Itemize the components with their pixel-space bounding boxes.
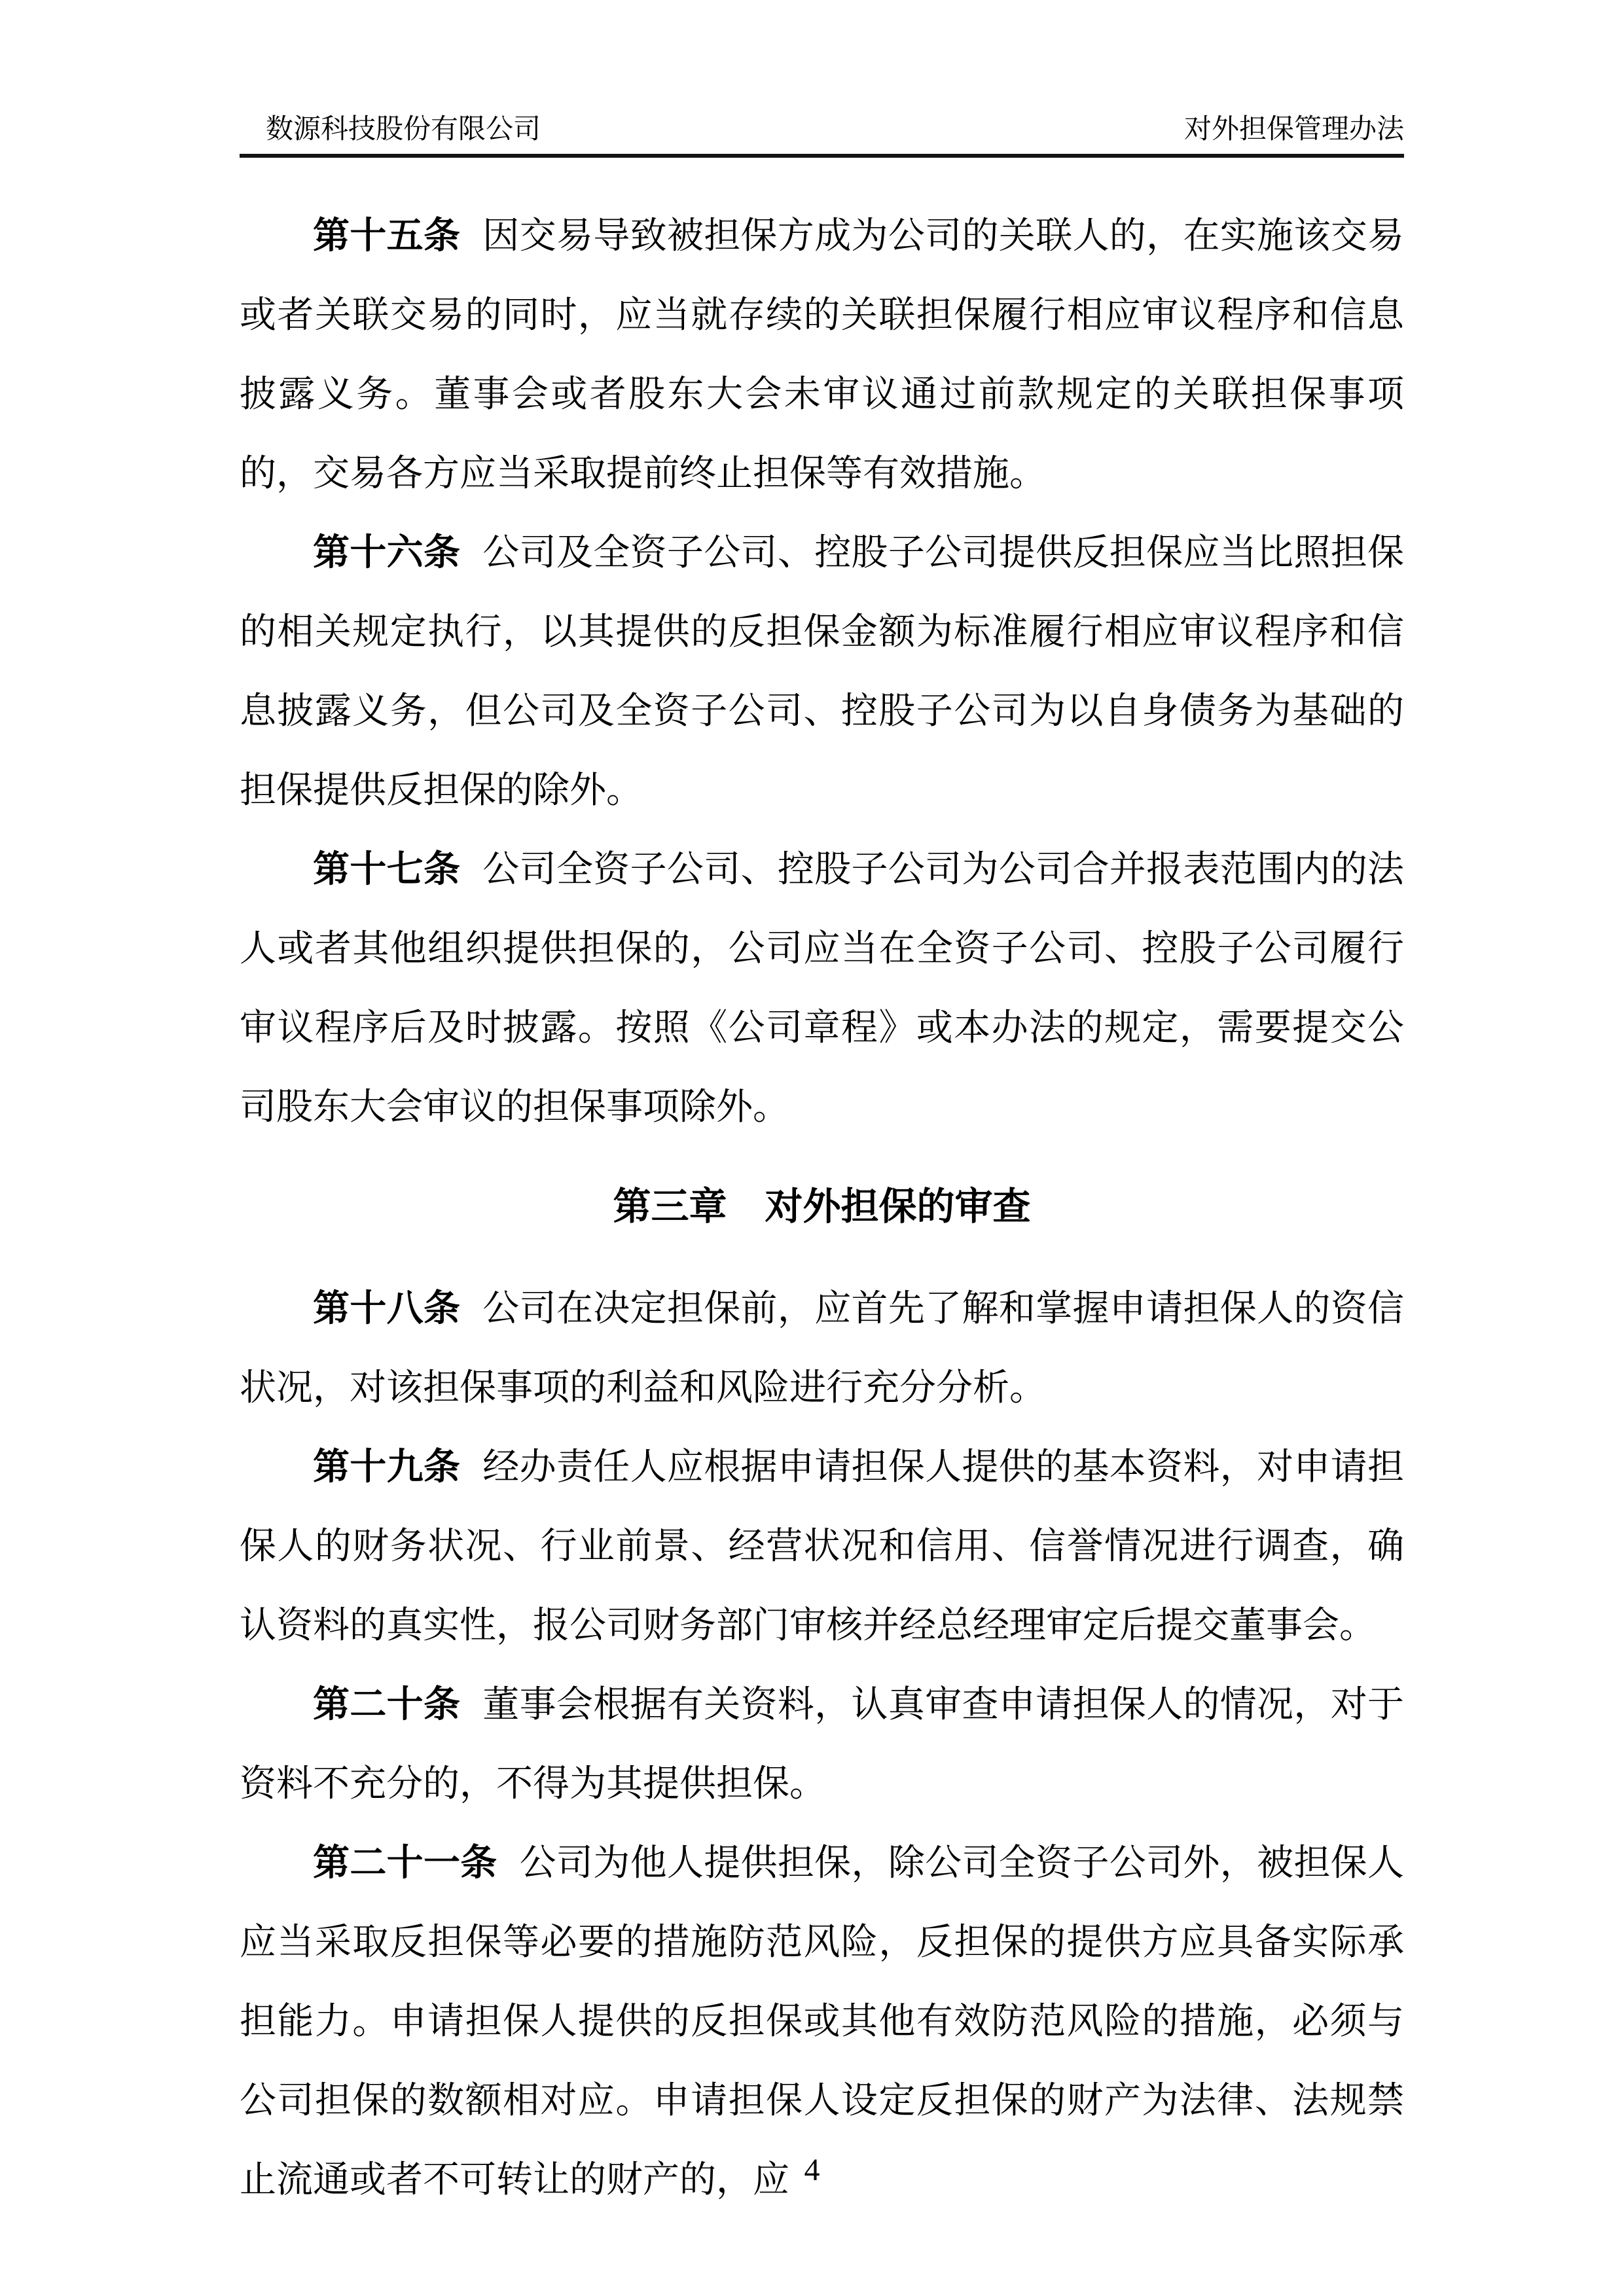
article-number: 第十九条 (313, 1446, 461, 1488)
article-number: 第十八条 (313, 1288, 461, 1329)
article-paragraph-17 (240, 831, 1404, 1147)
article-text: 因交易导致被担保方成为公司的关联人的，在实施该交易或者关联交易的同时，应当就存续的关联担保履行相应审议程序和信息披露义务。董事会或者股东大会未审议通过前款规定的关联担保事项的，交易各方应当采取提前终止担保等有效措施。 (240, 215, 1405, 494)
article-text: 公司在决定担保前，应首先了解和掌握申请担保人的资信状况，对该担保事项的利益和风险进行充分分析。 (240, 1288, 1405, 1408)
article-paragraph-19 (240, 1428, 1404, 1666)
page-header (240, 113, 1404, 147)
article-number: 第十七条 (313, 849, 461, 890)
article-number: 第二十条 (313, 1684, 461, 1725)
header-divider-line (240, 154, 1404, 158)
article-number: 第十五条 (313, 215, 461, 257)
header-document-title: 对外担保管理办法 (1183, 115, 1404, 145)
page-number: 4 (804, 2153, 820, 2187)
article-paragraph-20 (240, 1666, 1404, 1824)
article-paragraph-16 (240, 514, 1404, 831)
article-text: 公司及全资子公司、控股子公司提供反担保应当比照担保的相关规定执行，以其提供的反担保金额为标准履行相应审议程序和信息披露义务，但公司及全资子公司、控股子公司为以自身债务为基础的担保提供反担保的除外。 (240, 532, 1405, 811)
article-text: 公司为他人提供担保，除公司全资子公司外，被担保人应当采取反担保等必要的措施防范风险，反担保的提供方应具备实际承担能力。申请担保人提供的反担保或其他有效防范风险的措施，必须与公司担保的数额相对应。申请担保人设定反担保的财产为法律、法规禁止流通或者不可转让的财产的，应 (240, 1842, 1405, 2200)
chapter-heading: 第三章 对外担保的审查 (613, 1185, 1031, 1228)
article-text: 经办责任人应根据申请担保人提供的基本资料，对申请担保人的财务状况、行业前景、经营状况和信用、信誉情况进行调查，确认资料的真实性，报公司财务部门审核并经总经理审定后提交董事会。 (240, 1446, 1405, 1646)
article-paragraph-18 (240, 1270, 1404, 1428)
header-company-name: 数源科技股份有限公司 (266, 115, 541, 145)
article-paragraph-15 (240, 197, 1404, 514)
article-number: 第二十一条 (313, 1842, 497, 1884)
document-body (240, 197, 1404, 2220)
article-number: 第十六条 (313, 532, 461, 573)
article-text: 董事会根据有关资料，认真审查申请担保人的情况，对于资料不充分的，不得为其提供担保。 (240, 1684, 1405, 1804)
article-text: 公司全资子公司、控股子公司为公司合并报表范围内的法人或者其他组织提供担保的，公司应当在全资子公司、控股子公司履行审议程序后及时披露。按照《公司章程》或本办法的规定，需要提交公司股东大会审议的担保事项除外。 (240, 849, 1405, 1128)
